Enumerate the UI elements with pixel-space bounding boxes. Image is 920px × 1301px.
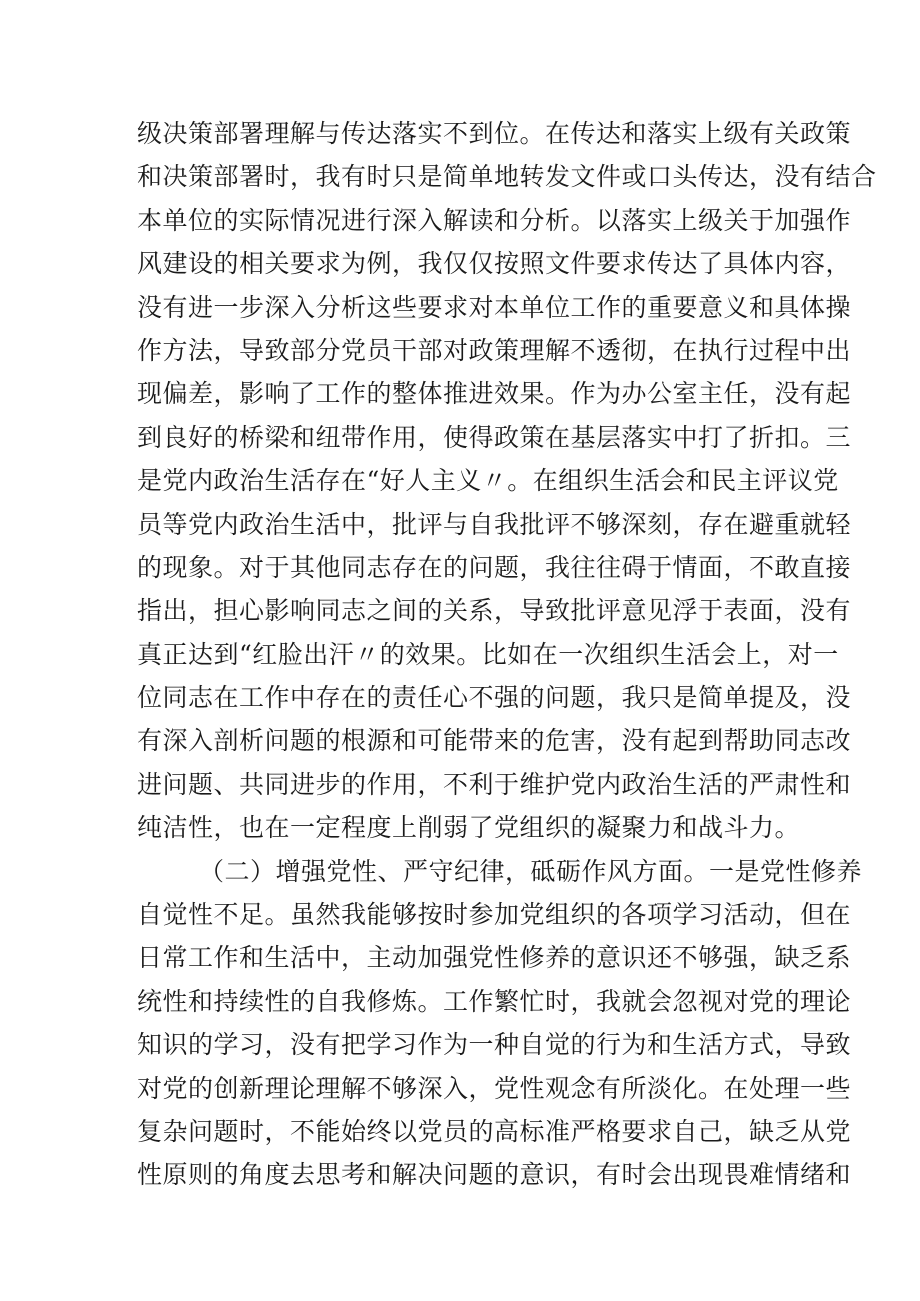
text-line: 级决策部署理解与传达落实不到位。在传达和落实上级有关政策	[137, 119, 852, 148]
section-heading-line: （二）增强党性、严守纪律，砥砺作风方面。一是党性修养	[199, 856, 863, 886]
text-line: 指出，担心影响同志之间的关系，导致批评意见浮于表面，没有	[137, 596, 852, 626]
text-line: 本单位的实际情况进行深入解读和分析。以落实上级关于加强作	[137, 205, 852, 235]
text-line: 自觉性不足。虽然我能够按时参加党组织的各项学习活动，但在	[137, 900, 852, 930]
text-line: 日常工作和生活中，主动加强党性修养的意识还不够强，缺乏系	[137, 943, 852, 973]
text-line: 到良好的桥梁和纽带作用，使得政策在基层落实中打了折扣。三	[137, 422, 852, 452]
text-line: 知识的学习，没有把学习作为一种自觉的行为和生活方式，导致	[137, 1030, 852, 1060]
text-line: 位同志在工作中存在的责任心不强的问题，我只是简单提及，没	[137, 683, 852, 713]
paragraph-end-line: 纯洁性，也在一定程度上削弱了党组织的凝聚力和战斗力。	[137, 813, 801, 843]
text-line: 有深入剖析问题的根源和可能带来的危害，没有起到帮助同志改	[137, 726, 852, 756]
text-line: 真正达到“红脸出汗〃的效果。比如在一次组织生活会上，对一	[137, 639, 839, 669]
text-line: 复杂问题时，不能始终以党员的高标准严格要求自己，缺乏从党	[137, 1116, 852, 1146]
text-line: 作方法，导致部分党员干部对政策理解不透彻，在执行过程中出	[137, 335, 852, 365]
text-line: 对党的创新理论理解不够深入，党性观念有所淡化。在处理一些	[137, 1073, 852, 1103]
text-line: 进问题、共同进步的作用，不利于维护党内政治生活的严肃性和	[137, 769, 852, 799]
text-line: 员等党内政治生活中，批评与自我批评不够深刻，存在避重就轻	[137, 509, 852, 539]
text-line: 的现象。对于其他同志存在的问题，我往往碍于情面，不敢直接	[137, 552, 852, 582]
text-line: 统性和持续性的自我修炼。工作繁忙时，我就会忽视对党的理论	[137, 986, 852, 1016]
text-line: 没有进一步深入分析这些要求对本单位工作的重要意义和具体操	[137, 292, 852, 322]
text-line: 是党内政治生活存在“好人主义〃。在组织生活会和民主评议党	[137, 466, 839, 496]
text-line: 和决策部署时，我有时只是简单地转发文件或口头传达，没有结合	[137, 162, 877, 192]
text-line: 风建设的相关要求为例，我仅仅按照文件要求传达了具体内容，	[137, 249, 852, 279]
document-body	[137, 112, 877, 1197]
text-line: 现偏差，影响了工作的整体推进效果。作为办公室主任，没有起	[137, 379, 852, 409]
text-line: 性原则的角度去思考和解决问题的意识，有时会出现畏难情绪和	[137, 1160, 852, 1190]
